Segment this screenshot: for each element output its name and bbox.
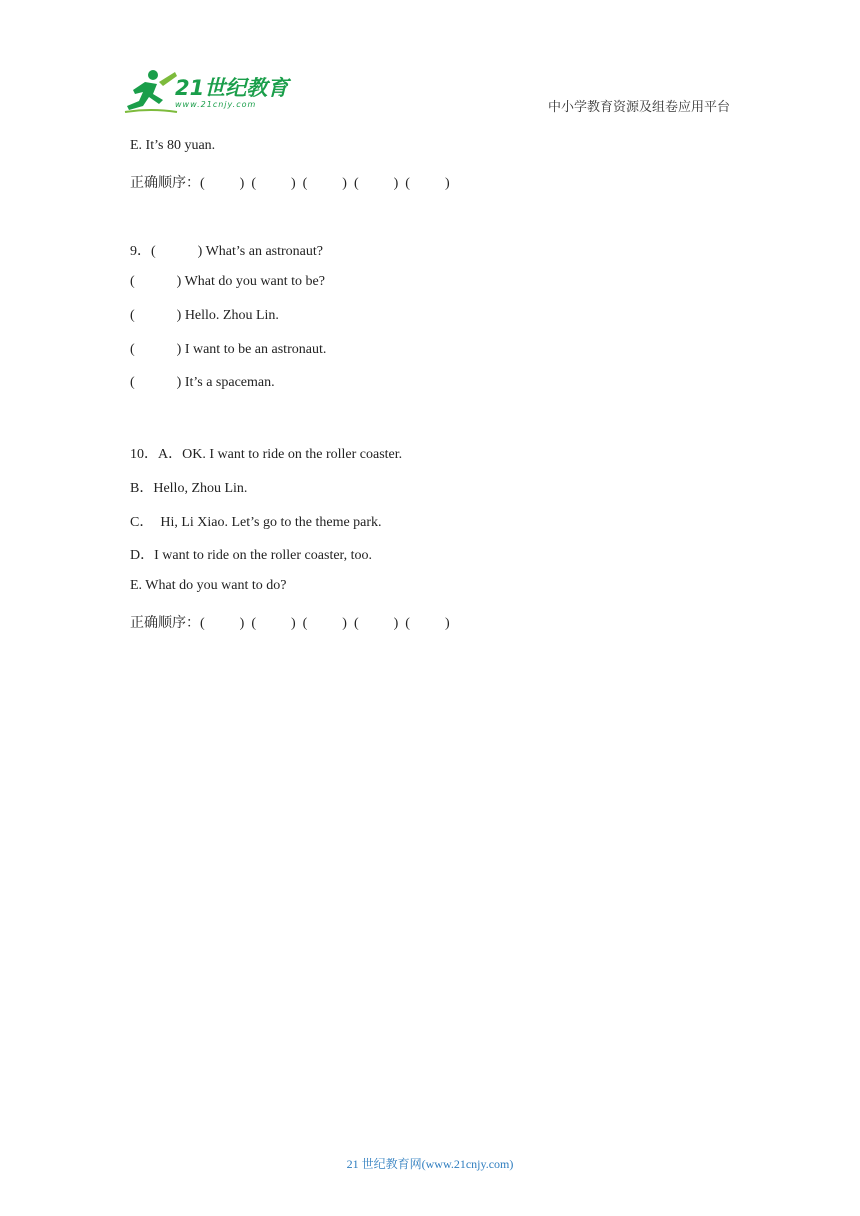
logo-url: www.21cnjy.com (175, 100, 257, 109)
header-platform-text: 中小学教育资源及组卷应用平台 (547, 99, 730, 114)
option-e-line: E. It’s 80 yuan. (130, 138, 216, 153)
page-header (0, 0, 860, 130)
question-9-item: ( ) I want to be an astronaut. (130, 342, 327, 357)
logo-wordmark: 21世纪教育 (175, 76, 289, 100)
question-10-option: E. What do you want to do? (130, 578, 287, 593)
answer-order-line: 正确顺序：( ) ( ) ( ) ( ) ( ) (130, 616, 450, 631)
question-10-title: 10．A．OK. I want to ride on the roller coaster. (130, 447, 403, 462)
question-10-option: C． Hi, Li Xiao. Let’s go to the theme park. (130, 515, 382, 530)
question-9-title: 9．( ) What’s an astronaut? (130, 244, 323, 259)
question-9-item: ( ) It’s a spaceman. (130, 375, 275, 390)
question-9-item: ( ) Hello. Zhou Lin. (130, 308, 279, 323)
runner-logo-icon (123, 68, 179, 116)
question-9-item: ( ) What do you want to be? (130, 274, 325, 289)
question-10-option: D．I want to ride on the roller coaster, too. (130, 548, 373, 563)
answer-order-line: 正确顺序：( ) ( ) ( ) ( ) ( ) (130, 176, 450, 191)
site-logo (123, 68, 293, 116)
page-footer: 21 世纪教育网(www.21cnjy.com) (346, 1157, 514, 1171)
question-10-option: B．Hello, Zhou Lin. (130, 481, 248, 496)
